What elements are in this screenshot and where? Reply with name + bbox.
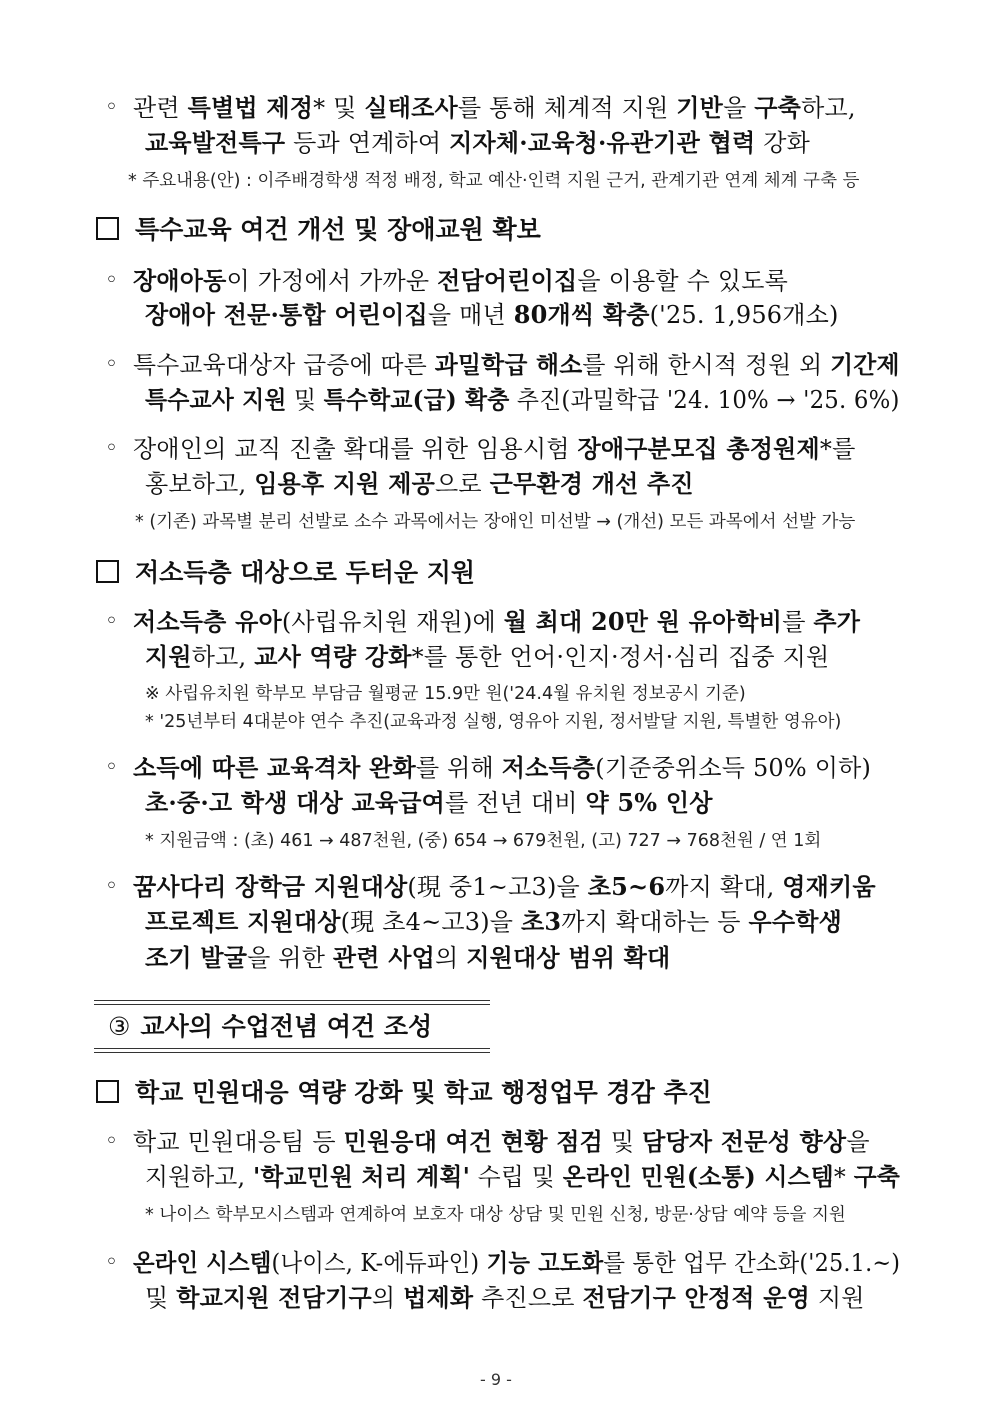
bold-text-run: 기간제 bbox=[830, 350, 900, 379]
bold-text-run: 초·중·고 학생 대상 교육급여 bbox=[145, 788, 446, 817]
text-run: 까지 확대하는 등 bbox=[561, 908, 749, 936]
bold-text-run: 법제화 bbox=[403, 1283, 474, 1312]
subsection-label: 교사의 수업전념 여건 조성 bbox=[140, 1012, 433, 1041]
text-run: 및 bbox=[145, 1284, 177, 1312]
text-run: 장애인의 교직 진출 확대를 위한 임용시험 bbox=[133, 435, 578, 463]
bold-text-run: 월 최대 20만 원 유아학비 bbox=[503, 607, 783, 636]
section-heading bbox=[96, 555, 475, 591]
bold-text-run: 구축 bbox=[853, 1162, 900, 1191]
bold-text-run: 기능 고도화 bbox=[486, 1248, 604, 1277]
bold-text-run: 온라인 시스템 bbox=[133, 1248, 272, 1277]
paragraph-line bbox=[145, 787, 713, 819]
footnote: ※ 사립유치원 학부모 부담금 월평균 15.9만 원('24.4월 유치원 정보공시 기준) bbox=[145, 684, 746, 704]
text-run: 을 bbox=[723, 94, 755, 122]
section-title: 학교 민원대응 역량 강화 및 학교 행정업무 경감 추진 bbox=[135, 1078, 712, 1107]
bold-text-run: 온라인 민원(소통) 시스템 bbox=[562, 1162, 834, 1191]
paragraph-line bbox=[145, 384, 900, 416]
checkbox-square-icon bbox=[96, 1080, 119, 1103]
section-heading bbox=[96, 212, 541, 248]
bold-text-run: 실태조사 bbox=[364, 93, 458, 122]
text-run: 관련 bbox=[133, 94, 188, 122]
text-run: * 및 bbox=[313, 94, 365, 122]
paragraph-line bbox=[133, 349, 900, 381]
bold-text-run: 특수교사 지원 bbox=[145, 385, 287, 414]
paragraph-line bbox=[145, 641, 829, 673]
text-run: (기준중위소득 50% 이하) bbox=[595, 754, 872, 782]
bullet-mark: ◦ bbox=[105, 609, 118, 634]
bold-text-run: 저소득층 유아 bbox=[133, 607, 282, 636]
bold-text-run: 구축 bbox=[754, 93, 802, 122]
paragraph-line bbox=[133, 433, 856, 465]
text-run: 를 위해 bbox=[415, 754, 502, 782]
text-run: 홍보하고, bbox=[145, 470, 255, 498]
paragraph-line bbox=[145, 127, 810, 159]
subsection-title bbox=[108, 1008, 432, 1046]
text-run: 를 전년 대비 bbox=[445, 789, 586, 817]
text-run: * bbox=[833, 1163, 854, 1191]
text-run: 을 bbox=[846, 1128, 870, 1156]
text-run: 을 이용할 수 있도록 bbox=[577, 267, 788, 295]
text-run: 이 가정에서 가까운 bbox=[226, 267, 438, 295]
section-title: 특수교육 여건 개선 및 장애교원 확보 bbox=[135, 215, 541, 244]
bold-text-run: 특별법 제정 bbox=[187, 93, 314, 122]
text-run: 특수교육대상자 급증에 따른 bbox=[133, 351, 435, 379]
text-run: (나이스, K-에듀파인) bbox=[271, 1249, 487, 1277]
section-heading bbox=[96, 1075, 712, 1111]
footnote: * 주요내용(안) : 이주배경학생 적정 배정, 학교 예산·인력 지원 근거, 관계기관 연계 체계 구축 등 bbox=[128, 171, 860, 191]
paragraph-line bbox=[133, 1126, 870, 1158]
bold-text-run: 임용후 지원 제공 bbox=[254, 469, 436, 498]
bold-text-run: 추가 bbox=[813, 607, 861, 636]
bold-text-run: 교육발전특구 bbox=[145, 128, 286, 157]
text-run: 지원하고, bbox=[145, 1163, 254, 1191]
subsection-heading bbox=[94, 1000, 490, 1054]
text-run: 를 통해 체계적 지원 bbox=[457, 94, 677, 122]
text-run: 하고, bbox=[801, 94, 856, 122]
text-run: 를 bbox=[782, 608, 814, 636]
paragraph-line bbox=[133, 606, 860, 638]
footnote: * 나이스 학부모시스템과 연계하여 보호자 대상 상담 및 민원 신청, 방문·상담 예약 등을 지원 bbox=[145, 1205, 846, 1225]
bold-text-run: 초3 bbox=[521, 907, 562, 936]
text-run: 학교 민원대응팀 등 bbox=[133, 1128, 344, 1156]
paragraph-line bbox=[145, 906, 842, 938]
bold-text-run: 과밀학급 해소 bbox=[434, 350, 583, 379]
bold-text-run: 담당자 전문성 향상 bbox=[642, 1127, 847, 1156]
bold-text-run: 특수학교(급) 확충 bbox=[323, 385, 510, 414]
paragraph-line bbox=[133, 265, 788, 297]
bullet-mark: ◦ bbox=[105, 352, 118, 377]
bullet-mark: ◦ bbox=[105, 268, 118, 293]
bold-text-run: 영재키움 bbox=[782, 872, 876, 901]
paragraph-line bbox=[133, 92, 856, 124]
bullet-mark: ◦ bbox=[105, 95, 118, 120]
bold-text-run: 지자체·교육청·유관기관 협력 bbox=[449, 128, 756, 157]
paragraph-line bbox=[145, 942, 670, 974]
text-run: (現 중1~고3)을 bbox=[407, 873, 588, 901]
text-run: 의 bbox=[435, 944, 467, 972]
paragraph-line bbox=[145, 1161, 900, 1193]
text-run: (사립유치원 재원)에 bbox=[281, 608, 504, 636]
text-run: 까지 확대, bbox=[665, 873, 783, 901]
text-run: 을 위한 bbox=[247, 944, 333, 972]
text-run: 및 bbox=[603, 1128, 643, 1156]
bullet-mark: ◦ bbox=[105, 436, 118, 461]
bold-text-run: 민원응대 여건 현황 점검 bbox=[343, 1127, 604, 1156]
bold-text-run: 장애아동 bbox=[133, 266, 227, 295]
text-run: (現 초4~고3)을 bbox=[340, 908, 522, 936]
bold-text-run: 조기 발굴 bbox=[145, 943, 248, 972]
text-run: 하고, bbox=[191, 643, 255, 671]
footnote: * (기존) 과목별 분리 선발로 소수 과목에서는 장애인 미선발 → (개선) 모든 과목에서 선발 가능 bbox=[135, 512, 856, 532]
bold-text-run: 소득에 따른 교육격차 완화 bbox=[133, 753, 416, 782]
text-run: 지원 bbox=[810, 1284, 865, 1312]
text-run: 의 bbox=[371, 1284, 404, 1312]
bold-text-run: 교사 역량 강화 bbox=[254, 642, 412, 671]
footnote: * '25년부터 4대분야 연수 추진(교육과정 실행, 영유아 지원, 정서발달 지원, 특별한 영유아) bbox=[145, 712, 842, 732]
bold-text-run: '학교민원 처리 계획' bbox=[253, 1162, 471, 1191]
checkbox-square-icon bbox=[96, 217, 119, 240]
bullet-mark: ◦ bbox=[105, 874, 118, 899]
bullet-mark: ◦ bbox=[105, 755, 118, 780]
bold-text-run: 기반 bbox=[676, 93, 724, 122]
bold-text-run: 근무환경 개선 추진 bbox=[489, 469, 694, 498]
checkbox-square-icon bbox=[96, 560, 119, 583]
page-number: - 9 - bbox=[480, 1370, 512, 1389]
bold-text-run: 초5~6 bbox=[587, 872, 666, 901]
text-run: *를 통한 언어·인지·정서·심리 집중 지원 bbox=[411, 643, 830, 671]
text-run: 을 매년 bbox=[427, 301, 514, 329]
bold-text-run: 80개씩 확충 bbox=[513, 300, 650, 329]
bold-text-run: 지원 bbox=[145, 642, 192, 671]
bold-text-run: 꿈사다리 장학금 지원대상 bbox=[133, 872, 408, 901]
bold-text-run: 장애아 전문·통합 어린이집 bbox=[145, 300, 428, 329]
text-run: 를 통한 업무 간소화('25.1.~) bbox=[603, 1249, 901, 1277]
text-run: ('25. 1,956개소) bbox=[649, 301, 839, 329]
bold-text-run: 저소득층 bbox=[501, 753, 596, 782]
bottom-rule-divider bbox=[94, 1052, 490, 1053]
footnote: * 지원금액 : (초) 461 → 487천원, (중) 654 → 679천원, (고) 727 → 768천원 / 연 1회 bbox=[145, 831, 822, 851]
text-run: 강화 bbox=[755, 129, 810, 157]
text-run: 를 위해 한시적 정원 외 bbox=[582, 351, 831, 379]
paragraph-line bbox=[133, 1247, 900, 1279]
bold-text-run: 프로젝트 지원대상 bbox=[145, 907, 341, 936]
bold-text-run: 우수학생 bbox=[748, 907, 843, 936]
text-run: 등과 연계하여 bbox=[285, 129, 450, 157]
paragraph-line bbox=[133, 752, 871, 784]
top-rule-divider bbox=[94, 1004, 490, 1005]
text-run: *를 bbox=[819, 435, 856, 463]
text-run: 추진으로 bbox=[473, 1284, 583, 1312]
bold-text-run: 장애구분모집 총정원제 bbox=[577, 434, 820, 463]
paragraph-line bbox=[145, 299, 839, 331]
paragraph-line bbox=[133, 871, 876, 903]
top-rule-divider bbox=[94, 1000, 490, 1001]
text-run: 추진(과밀학급 '24. 10% → '25. 6%) bbox=[509, 386, 900, 414]
bold-text-run: 지원대상 범위 확대 bbox=[466, 943, 671, 972]
text-run: 및 bbox=[286, 386, 324, 414]
bold-text-run: 관련 사업 bbox=[332, 943, 435, 972]
circled-number: ③ bbox=[108, 1012, 131, 1041]
bullet-mark: ◦ bbox=[105, 1250, 118, 1275]
text-run: 으로 bbox=[435, 470, 490, 498]
bold-text-run: 전담기구 안정적 운영 bbox=[582, 1283, 811, 1312]
bullet-mark: ◦ bbox=[105, 1129, 118, 1154]
text-run: 수립 및 bbox=[470, 1163, 563, 1191]
bold-text-run: 약 5% 인상 bbox=[585, 788, 713, 817]
paragraph-line bbox=[145, 468, 694, 500]
bold-text-run: 학교지원 전담기구 bbox=[176, 1283, 372, 1312]
paragraph-line bbox=[145, 1282, 865, 1314]
bold-text-run: 전담어린이집 bbox=[437, 266, 578, 295]
section-title: 저소득층 대상으로 두터운 지원 bbox=[135, 558, 476, 587]
bottom-rule-divider bbox=[94, 1048, 490, 1049]
